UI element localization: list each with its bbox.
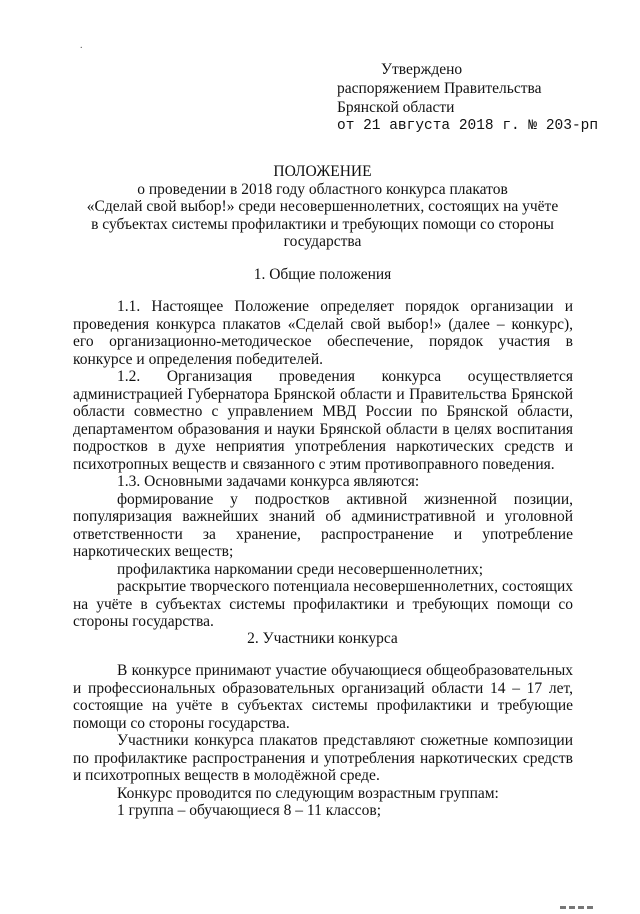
section-2-body	[73, 662, 573, 820]
task-item-1: формирование у подростков активной жизненной позиции, популяризация важнейших знаний об административной и уголовной ответственности за хранение, распространение и употребление наркотических веществ;	[73, 490, 573, 560]
section-2-heading: 2. Участники конкурса	[247, 630, 398, 647]
paragraph-1-2: 1.2. Организация проведения конкурса осуществляется администрацией Губернатора Брянской области и Правительства Брянской области совместно с управлением МВД России по Брянской области, департаментом образования и науки Брянской области в целях воспитания подростков в духе неприятия употребления наркотических средств и психотропных веществ и связанного с этим противоправного поведения.	[73, 368, 573, 473]
approval-word: Утверждено	[381, 61, 463, 78]
title-heading: ПОЛОЖЕНИЕ	[273, 163, 372, 180]
approval-block	[337, 60, 627, 136]
paragraph-1-3: 1.3. Основными задачами конкурса являются:	[117, 473, 420, 490]
paragraph-2-3: Конкурс проводится по следующим возрастным группам:	[117, 784, 499, 802]
approval-region-line: Брянской области	[337, 99, 455, 116]
scan-artifact	[560, 896, 620, 900]
paragraph-2-4: 1 группа – обучающиеся 8 – 11 классов;	[117, 802, 382, 819]
section-1-body	[73, 298, 573, 631]
title-line-3: в субъектах системы профилактики и требующих помощи со стороны	[91, 215, 554, 233]
title-line-2: «Сделай свой выбор!» среди несовершеннолетних, состоящих на учёте	[86, 198, 559, 215]
task-item-3: раскрытие творческого потенциала несовершеннолетних, состоящих на учёте в субъектах системы профилактики и требующих помощи со стороны государства.	[73, 578, 573, 630]
approval-order-line: распоряжением Правительства	[337, 80, 542, 97]
paragraph-2-2: Участники конкурса плакатов представляют сюжетные композиции по профилактике распространения и употребления наркотических средств и психотропных веществ в молодёжной среде.	[73, 732, 573, 784]
document-title	[60, 163, 585, 251]
scan-mark: .	[80, 40, 83, 51]
approval-date-number: от 21 августа 2018 г. № 203-рп	[337, 118, 599, 134]
paragraph-2-1: В конкурсе принимают участие обучающиеся общеобразовательных и профессиональных образовательных организаций области 14 – 17 лет, состоящие на учёте в субъектах системы профилактики и требующие помощи со стороны государства.	[73, 662, 573, 732]
title-line-4: государства	[283, 233, 362, 250]
task-item-2: профилактика наркомании среди несовершеннолетних;	[117, 560, 484, 578]
paragraph-1-1: 1.1. Настоящее Положение определяет порядок организации и проведения конкурса плакатов «Сделай свой выбор!» (далее – конкурс), его организационно-методическое обеспечение, порядок участия в конкурсе и определения победителей.	[73, 298, 573, 368]
section-1-heading: 1. Общие положения	[253, 266, 392, 283]
title-line-1: о проведении в 2018 году областного конкурса плакатов	[137, 180, 508, 198]
